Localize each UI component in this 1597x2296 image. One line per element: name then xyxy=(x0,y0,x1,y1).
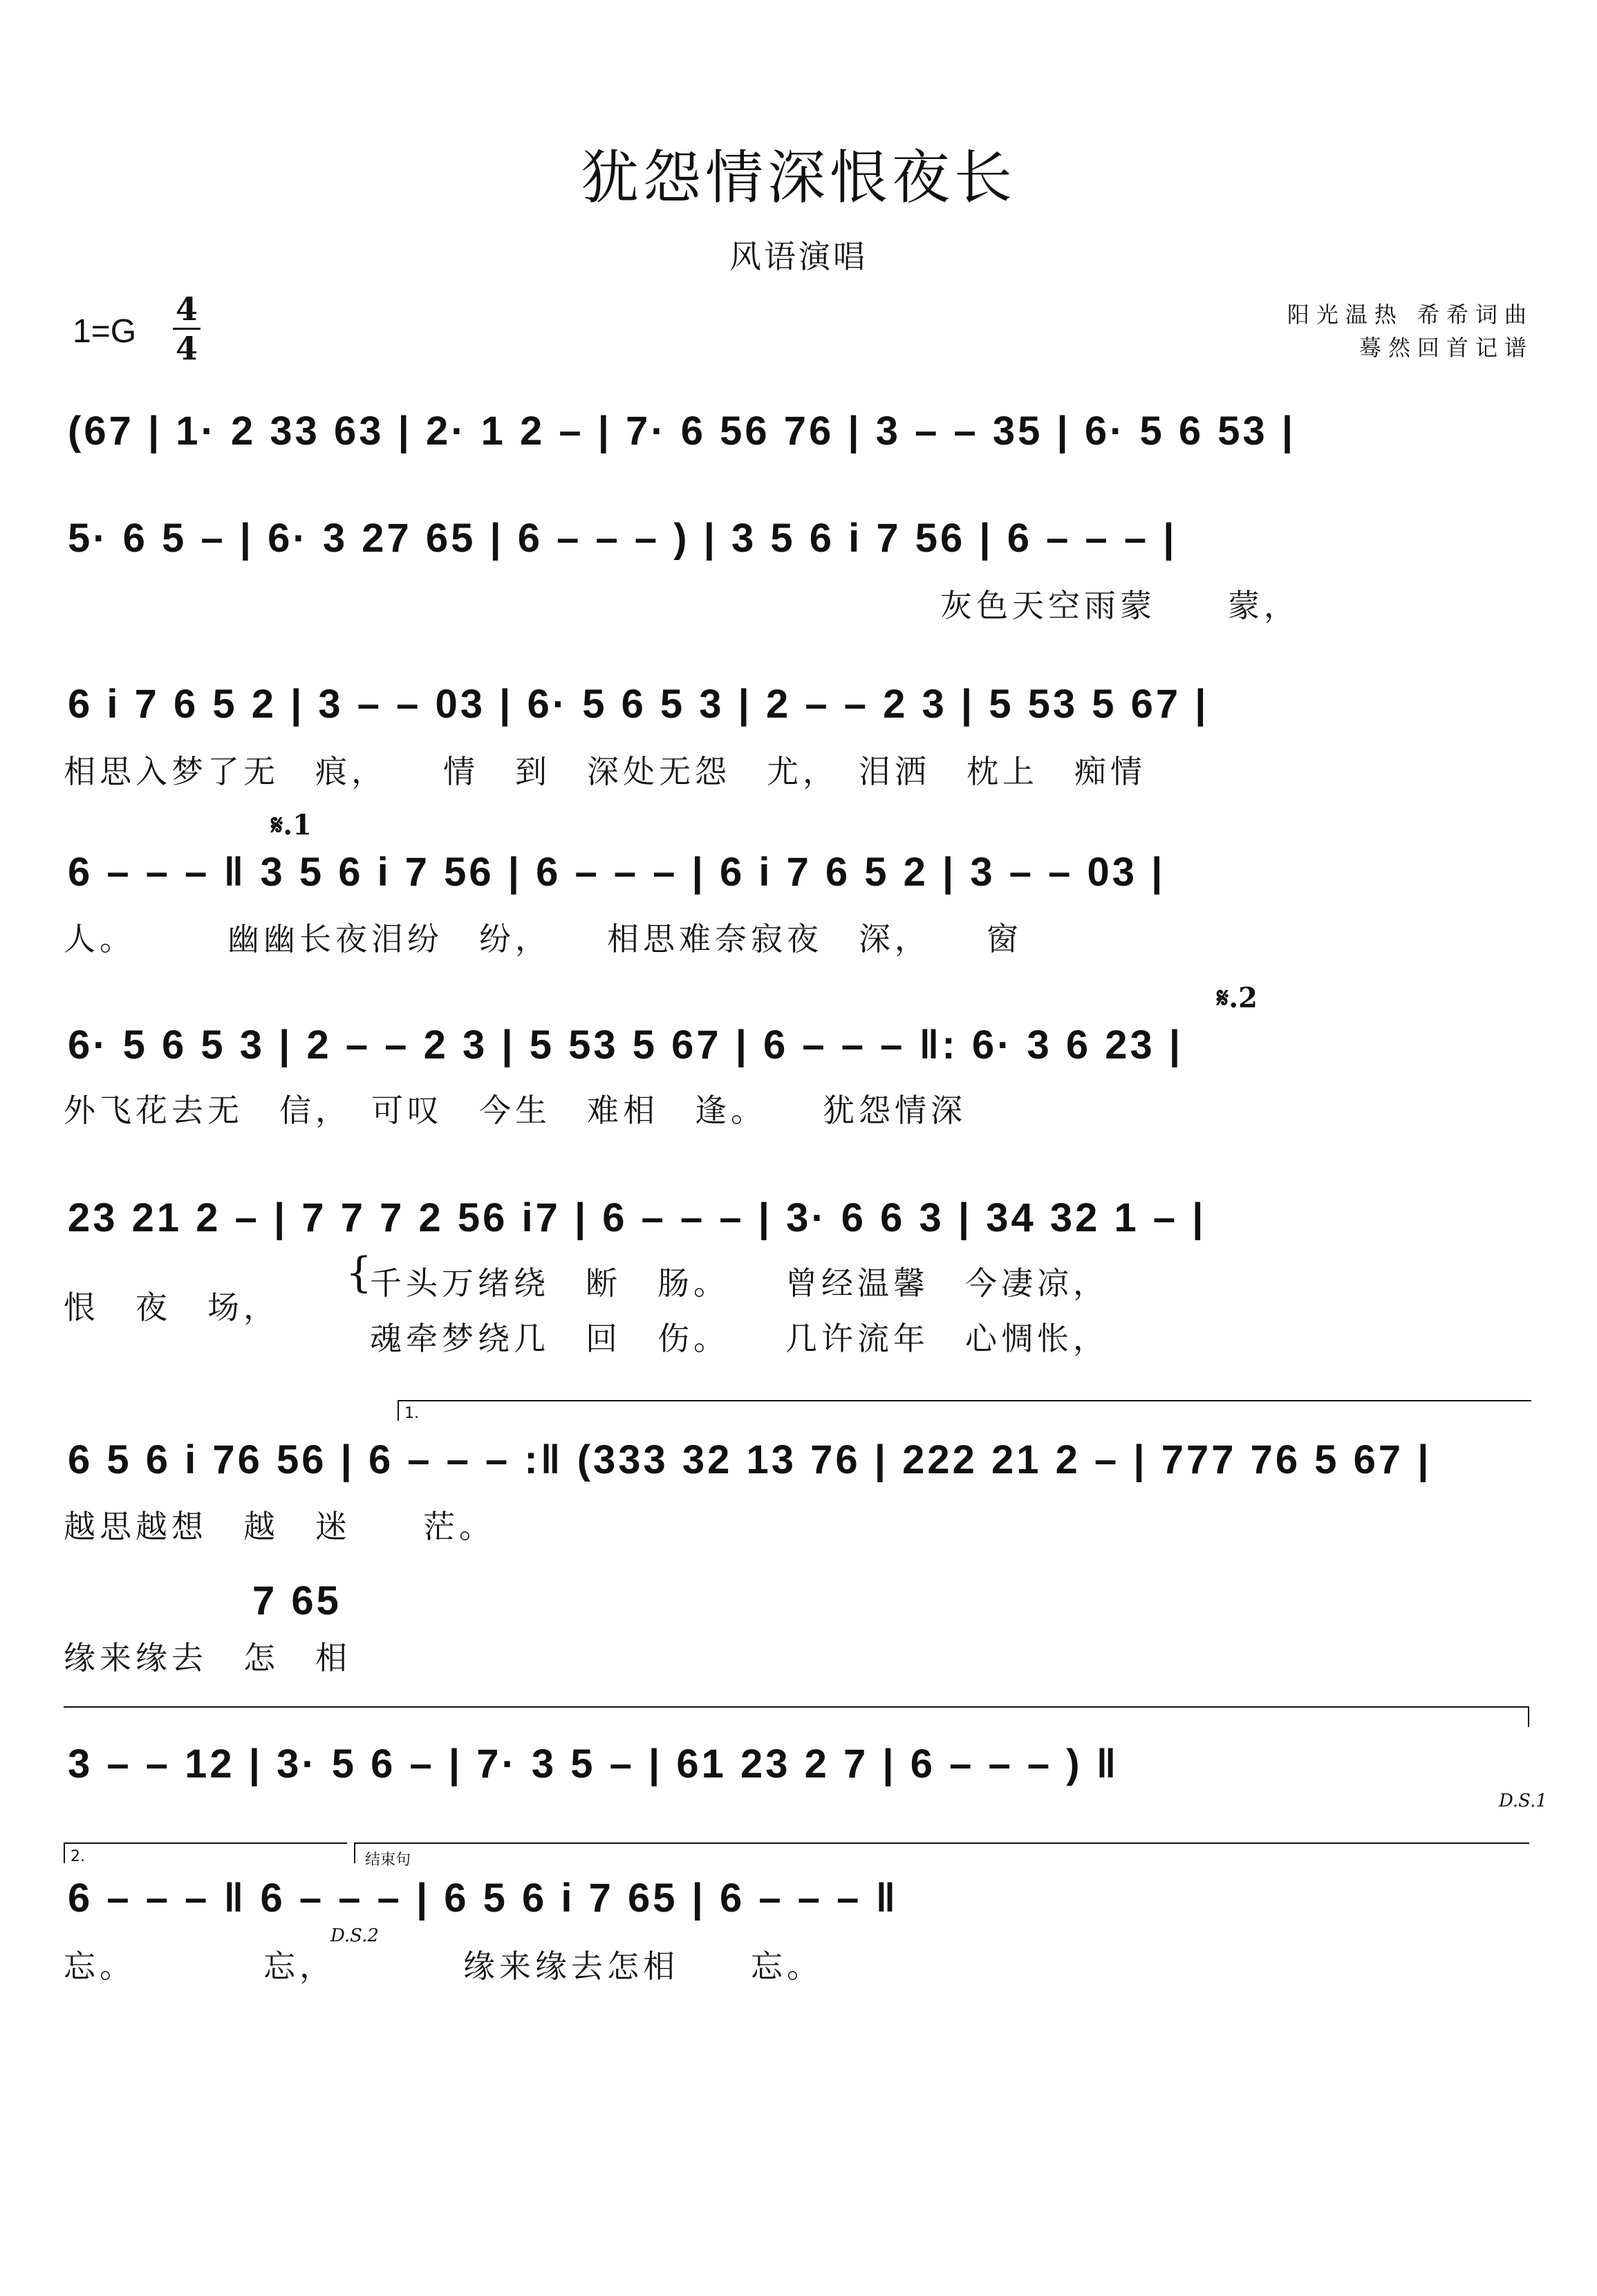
ending-label: 结束句 xyxy=(365,1851,411,1869)
volta-1-label: 1. xyxy=(404,1405,419,1422)
notation-line-9: 3 – – 12 | 3· 5 6 – | 7· 3 5 – | 61 23 2 7 | 6 – – – ) ‖ xyxy=(68,1742,1119,1786)
section-bracket-hook xyxy=(1528,1706,1529,1727)
lyric-line-2: 灰色天空雨蒙 蒙， xyxy=(940,587,1300,624)
notation-line-8: 7 65 xyxy=(252,1578,342,1623)
volta-2-hook xyxy=(64,1842,65,1863)
lyric-line-7: 越思越想 越 迷 茫。 xyxy=(64,1508,495,1545)
song-title: 犹怨情深恨夜长 xyxy=(580,144,1016,212)
lyric-line-6-verse-1: 千头万绪绕 断 肠。 曾经温馨 今凄凉， xyxy=(370,1264,1109,1302)
lyric-brace: { xyxy=(346,1249,373,1297)
lyric-line-4: 人。 幽幽长夜泪纷 纷， 相思难奈寂夜 深， 窗 xyxy=(64,920,1022,958)
ds2-mark: D.S.2 xyxy=(330,1925,379,1946)
volta-2-bracket xyxy=(64,1842,347,1844)
notation-line-3: 6 i 7 6 5 2 | 3 – – 03 | 6· 5 6 5 3 | 2 – – 2 3 | 5 53 5 67 | xyxy=(68,682,1209,727)
ending-bracket-hook xyxy=(354,1842,355,1863)
key-signature: 1=G xyxy=(73,313,137,350)
notation-line-4: 6 – – – ‖ 3 5 6 i 7 56 | 6 – – – | 6 i 7 6 5 2 | 3 – – 03 | xyxy=(68,850,1166,895)
singer-credit: 风语演唱 xyxy=(729,238,868,275)
time-signature xyxy=(173,292,200,366)
notation-line-1: (67 | 1· 2 33 63 | 2· 1 2 – | 7· 6 56 76 | 3 – – 35 | 6· 5 6 53 | xyxy=(68,409,1296,454)
notation-line-6: 23 21 2 – | 7 7 7 2 56 i7 | 6 – – – | 3· 6 6 3 | 34 32 1 – | xyxy=(68,1195,1206,1240)
notation-line-7: 6 5 6 i 76 56 | 6 – – – :‖ (333 32 13 76 | 222 21 2 – | 777 76 5 67 | xyxy=(68,1437,1432,1482)
time-signature-top: 4 xyxy=(175,290,198,328)
segno-2: 𝄋.2 xyxy=(1217,982,1258,1014)
lyric-line-8: 缘来缘去 怎 相 xyxy=(64,1639,351,1677)
time-signature-bottom: 4 xyxy=(175,330,198,367)
volta-1-bracket xyxy=(398,1400,1531,1401)
lyric-line-6-verse-2: 魂牵梦绕几 回 伤。 几许流年 心惆怅， xyxy=(370,1320,1109,1357)
lyric-line-5: 外飞花去无 信， 可叹 今生 难相 逢。 犹怨情深 xyxy=(64,1092,966,1129)
lyric-line-3: 相思入梦了无 痕， 情 到 深处无怨 尤， 泪洒 枕上 痴情 xyxy=(64,753,1146,790)
composer-credit: 阳光温热 希希词曲 xyxy=(1287,301,1533,328)
transcriber-credit: 蓦然回首记谱 xyxy=(1358,335,1533,361)
ds1-mark: D.S.1 xyxy=(1499,1791,1547,1811)
notation-line-5: 6· 5 6 5 3 | 2 – – 2 3 | 5 53 5 67 | 6 – – – ‖: 6· 3 6 23 | xyxy=(68,1023,1184,1067)
ending-bracket xyxy=(354,1842,1529,1844)
notation-line-10: 6 – – – ‖ 6 – – – | 6 5 6 i 7 65 | 6 – – – ‖ xyxy=(68,1876,899,1921)
section-bracket xyxy=(64,1706,1529,1708)
lyric-line-6-lead: 恨 夜 场， xyxy=(64,1289,279,1326)
segno-1: 𝄋.1 xyxy=(271,809,312,841)
volta-2-label: 2. xyxy=(71,1848,85,1865)
volta-1-hook xyxy=(398,1400,399,1421)
notation-line-2: 5· 6 5 – | 6· 3 27 65 | 6 – – – ) | 3 5 6 i 7 56 | 6 – – – | xyxy=(68,516,1177,561)
lyric-line-10: 忘。 忘， 缘来缘去怎相 忘。 xyxy=(64,1948,823,1985)
